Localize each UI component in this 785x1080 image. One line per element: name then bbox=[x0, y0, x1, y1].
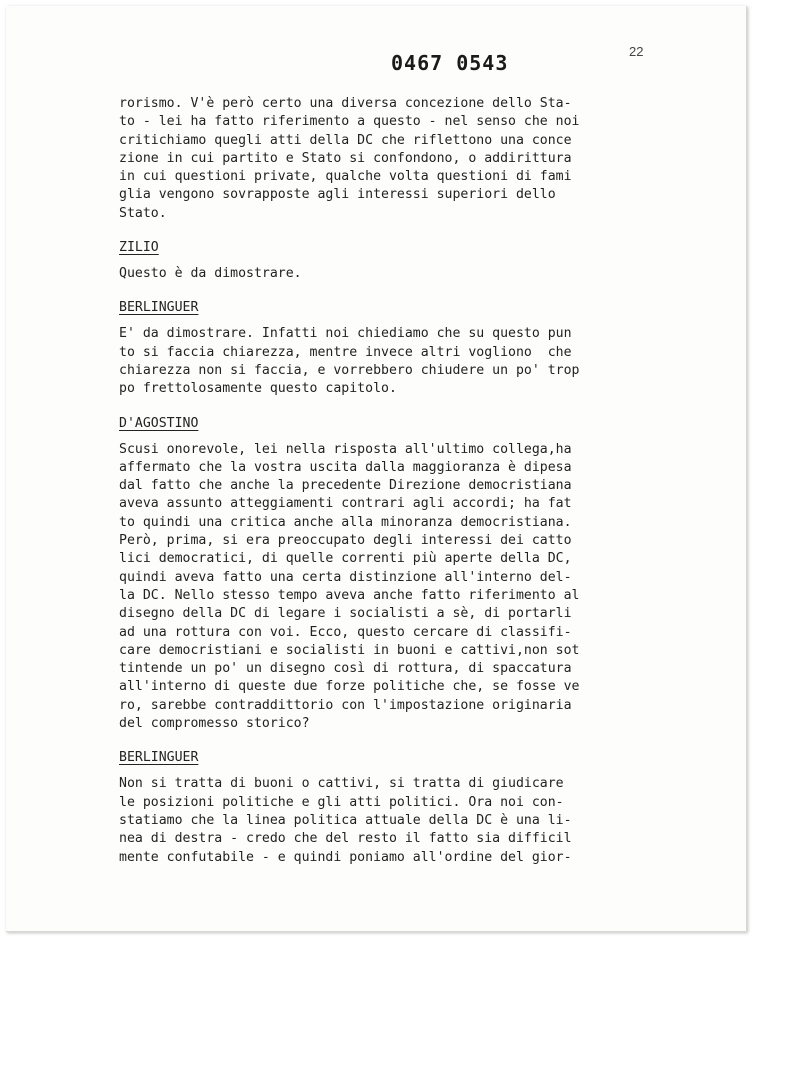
transcript-body bbox=[119, 95, 659, 867]
paragraph-dagostino: Scusi onorevole, lei nella risposta all'ultimo collega,ha affermato che la vostra uscita dalla maggioranza è dipesa dal fatto che anche la precedente Direzione democristiana aveva assunto atteggiamenti contrari agli accordi; ha fat to quindi una critica anche alla minoranza democristiana. Però, prima, si era preoccupato degli interessi dei catto lici democratici, di quelle correnti più aperte della DC, quindi aveva fatto una certa distinzione all'interno del- la DC. Nello stesso tempo aveva anche fatto riferimento al disegno della DC di legare i socialisti a sè, di portarli ad una rottura con voi. Ecco, questo cercare di classifi- care democristiani e socialisti in buoni e cattivi,non sot tintende un po' un disegno così di rottura, di spaccatura all'interno di queste due forze politiche che, se fosse ve ro, sarebbe contraddittorio con l'impostazione originaria del compromesso storico? bbox=[119, 441, 580, 732]
speaker-label-berlinguer-2: BERLINGUER bbox=[119, 750, 199, 766]
speaker-label-dagostino: D'AGOSTINO bbox=[119, 415, 199, 431]
document-number: 0467 0543 bbox=[391, 51, 509, 75]
paragraph-continuation: rorismo. V'è però certo una diversa concezione dello Sta- to - lei ha fatto riferimento a questo - nel senso che noi critichiamo quegli atti della DC che riflettono una conce zione in cui partito e Stato si confondono, o addirittura in cui questioni private, qualche volta questioni di fami glia vengono sovrapposte agli interessi superiori dello Stato. bbox=[119, 96, 580, 221]
paragraph-berlinguer-2: Non si tratta di buoni o cattivi, si tratta di giudicare le posizioni politiche e gli atti politici. Ora noi con- statiamo che la linea politica attuale della DC è una li- nea di destra - credo che del resto il fatto sia difficil mente confutabile - e quindi poniamo all'ordine del gior- bbox=[119, 776, 572, 865]
speaker-label-zilio: ZILIO bbox=[119, 240, 159, 256]
paragraph-zilio: Questo è da dimostrare. bbox=[119, 266, 302, 282]
document-page bbox=[6, 6, 747, 932]
speaker-label-berlinguer: BERLINGUER bbox=[119, 300, 199, 316]
page-number: 22 bbox=[629, 44, 644, 59]
paragraph-berlinguer: E' da dimostrare. Infatti noi chiediamo che su questo pun to si faccia chiarezza, mentre invece altri vogliono che chiarezza non si faccia, e vorrebbero chiudere un po' trop po frettolosamente questo capitolo. bbox=[119, 326, 580, 397]
